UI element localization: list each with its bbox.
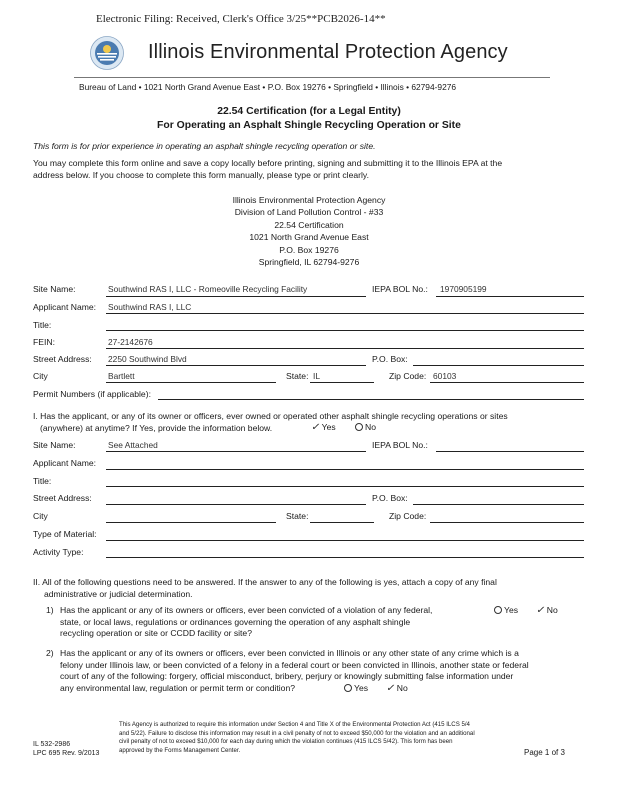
- s1-street-address-label: Street Address:: [33, 493, 92, 503]
- q2-line: Has the applicant or any of its owners or officers, ever been convicted in Illinois or any other state of any crime which is a: [60, 648, 519, 658]
- notice-line: This Agency is authorized to require this information under Section 4 and Title X of the Environmental Protection Act (415 ILCS 5/4: [119, 721, 470, 728]
- s1-activity-type-label: Activity Type:: [33, 547, 84, 557]
- s1-city-field[interactable]: [106, 522, 276, 523]
- notice-line: approved by the Forms Management Center.: [119, 746, 241, 754]
- street-address-underline: [106, 365, 366, 366]
- s1-zip-label: Zip Code:: [389, 511, 427, 521]
- no-label: No: [546, 605, 558, 615]
- s1-po-box-label: P.O. Box:: [372, 493, 408, 503]
- check-mark-icon: ✓: [311, 422, 320, 433]
- notice-line: civil penalty of not to exceed $10,000 for each day during which the violation continues (415 ILCS 5/42). This form has been: [119, 738, 453, 746]
- s1-zip-field[interactable]: [430, 522, 584, 523]
- section1-question-line1: I. Has the applicant, or any of its owner or officers, ever owned or operated other asphalt shingle recycling operations or sites: [33, 411, 508, 421]
- zip-label: Zip Code:: [389, 371, 427, 381]
- s1-title-label: Title:: [33, 476, 52, 486]
- state-underline: [310, 382, 374, 383]
- s1-type-material-label: Type of Material:: [33, 529, 97, 539]
- notice-line: and 5/22). Failure to disclose this information may result in a civil penalty of not to exceed $50,000 for the violation and an additional: [119, 729, 475, 737]
- site-name-field[interactable]: Southwind RAS I, LLC - Romeoville Recycling Facility: [108, 284, 308, 294]
- state-field[interactable]: IL: [313, 371, 320, 381]
- s1-activity-type-field[interactable]: [106, 557, 584, 558]
- s1-site-name-underline: [106, 451, 366, 452]
- q1-line: Has the applicant or any of its owners or officers, ever been convicted of a violation of any federal,: [60, 605, 433, 615]
- radio-circle-icon: [494, 606, 502, 614]
- permit-numbers-label: Permit Numbers (if applicable):: [33, 389, 151, 399]
- yes-label: Yes: [321, 422, 336, 432]
- yes-label: Yes: [354, 683, 369, 693]
- q2-yes-radio[interactable]: [344, 683, 368, 693]
- q2-line: court of any of the following: forgery, official misconduct, bribery, perjury or knowingly submitting false information under: [60, 671, 514, 681]
- page-number: Page 1 of 3: [524, 748, 565, 757]
- form-id-1: IL 532-2986: [33, 741, 71, 748]
- iepa-bol-field[interactable]: 1970905199: [440, 284, 487, 294]
- mailing-line: Springfield, IL 62794-9276: [258, 257, 360, 268]
- s1-state-label: State:: [286, 511, 309, 521]
- mailing-line: 1021 North Grand Avenue East: [249, 232, 369, 243]
- site-name-label: Site Name:: [33, 284, 76, 294]
- city-label: City: [33, 371, 48, 381]
- check-mark-icon: ✓: [536, 605, 545, 616]
- no-label: No: [396, 683, 408, 693]
- agency-name: Illinois Environmental Protection Agency: [148, 41, 508, 63]
- applicant-name-underline: [106, 313, 584, 314]
- s1-applicant-name-field[interactable]: [106, 469, 584, 470]
- q2-number: 2): [46, 648, 54, 658]
- section1-no-radio[interactable]: [355, 422, 376, 432]
- s1-street-address-field[interactable]: [106, 504, 366, 505]
- section1-question-line2: (anywhere) at anytime? If Yes, provide the information below.: [40, 423, 273, 433]
- epa-logo-icon: [90, 36, 124, 70]
- check-mark-icon: ✓: [386, 683, 395, 694]
- state-label: State:: [286, 371, 309, 381]
- site-name-underline: [106, 296, 366, 297]
- s1-city-label: City: [33, 511, 48, 521]
- section2-intro-line2: administrative or judicial determination.: [44, 589, 193, 599]
- s1-iepa-bol-field[interactable]: [436, 451, 584, 452]
- yes-label: Yes: [504, 605, 519, 615]
- fein-underline: [106, 348, 584, 349]
- form-title-line2: For Operating an Asphalt Shingle Recycling Operation or Site: [157, 120, 461, 131]
- mailing-address: [209, 194, 409, 268]
- s1-applicant-name-label: Applicant Name:: [33, 458, 97, 468]
- intro-line1: You may complete this form online and save a copy locally before printing, signing and submitting it to the Illinois EPA at the: [33, 158, 503, 168]
- q1-text: [60, 605, 432, 640]
- radio-circle-icon: [344, 684, 352, 692]
- q1-line: recycling operation or site or CCDD facility or site?: [60, 628, 252, 638]
- s1-site-name-label: Site Name:: [33, 440, 76, 450]
- city-underline: [106, 382, 276, 383]
- q1-number: 1): [46, 605, 54, 615]
- permit-numbers-field[interactable]: [158, 399, 584, 400]
- street-address-field[interactable]: 2250 Southwind Blvd: [108, 354, 187, 364]
- applicant-name-field[interactable]: Southwind RAS I, LLC: [108, 302, 192, 312]
- s1-site-name-field[interactable]: See Attached: [108, 440, 158, 450]
- header-divider: [74, 77, 550, 78]
- q2-no-radio[interactable]: [386, 683, 408, 694]
- title-label: Title:: [33, 320, 52, 330]
- mailing-line: Division of Land Pollution Control - #33: [234, 207, 384, 218]
- q1-line: state, or local laws, regulations or ordinances governing the operation of any asphalt shingle: [60, 616, 411, 627]
- fein-field[interactable]: 27-2142676: [108, 337, 153, 347]
- q2-line: any environmental law, regulation or permit term or condition?: [60, 682, 296, 693]
- street-address-label: Street Address:: [33, 354, 92, 364]
- po-box-field[interactable]: [413, 365, 584, 366]
- s1-state-field[interactable]: [310, 522, 374, 523]
- q2-text: [60, 648, 529, 694]
- section2-intro-line1: II. All of the following questions need to be answered. If the answer to any of the following is yes, attach a copy of any final: [33, 577, 497, 587]
- form-title-line1: 22.54 Certification (for a Legal Entity): [217, 106, 401, 117]
- iepa-bol-underline: [436, 296, 584, 297]
- fein-label: FEIN:: [33, 337, 55, 347]
- no-label: No: [365, 422, 376, 432]
- zip-field[interactable]: 60103: [433, 371, 457, 381]
- q1-yes-radio[interactable]: [494, 605, 518, 615]
- legal-notice: [119, 721, 475, 755]
- applicant-name-label: Applicant Name:: [33, 302, 97, 312]
- q1-no-radio[interactable]: [536, 605, 558, 616]
- filing-stamp: Electronic Filing: Received, Clerk's Office 3/25**PCB2026-14**: [96, 13, 386, 25]
- agency-address: Bureau of Land • 1021 North Grand Avenue East • P.O. Box 19276 • Springfield • Illinois • 62794-9276: [79, 82, 457, 92]
- section1-yes-radio[interactable]: [311, 422, 336, 433]
- mailing-line: Illinois Environmental Protection Agency: [232, 195, 386, 205]
- intro-italic: This form is for prior experience in operating an asphalt shingle recycling operation or site.: [33, 141, 376, 151]
- s1-title-field[interactable]: [106, 486, 584, 487]
- s1-type-material-field[interactable]: [106, 540, 584, 541]
- radio-circle-icon: [355, 423, 363, 431]
- intro-line2: address below. If you choose to complete this form manually, please type or print clearly.: [33, 170, 369, 180]
- s1-iepa-bol-label: IEPA BOL No.:: [372, 440, 428, 450]
- city-field[interactable]: Bartlett: [108, 371, 135, 381]
- q2-line: felony under Illinois law, or been convicted of a felony in a federal court or been convicted in Illinois, another state or federal: [60, 659, 529, 670]
- mailing-line: P.O. Box 19276: [279, 244, 339, 255]
- zip-underline: [430, 382, 584, 383]
- iepa-bol-label: IEPA BOL No.:: [372, 284, 428, 294]
- title-field[interactable]: [106, 330, 584, 331]
- form-id-2: LPC 695 Rev. 9/2013: [33, 750, 100, 757]
- s1-po-box-field[interactable]: [413, 504, 584, 505]
- mailing-line: 22.54 Certification: [274, 219, 344, 230]
- po-box-label: P.O. Box:: [372, 354, 408, 364]
